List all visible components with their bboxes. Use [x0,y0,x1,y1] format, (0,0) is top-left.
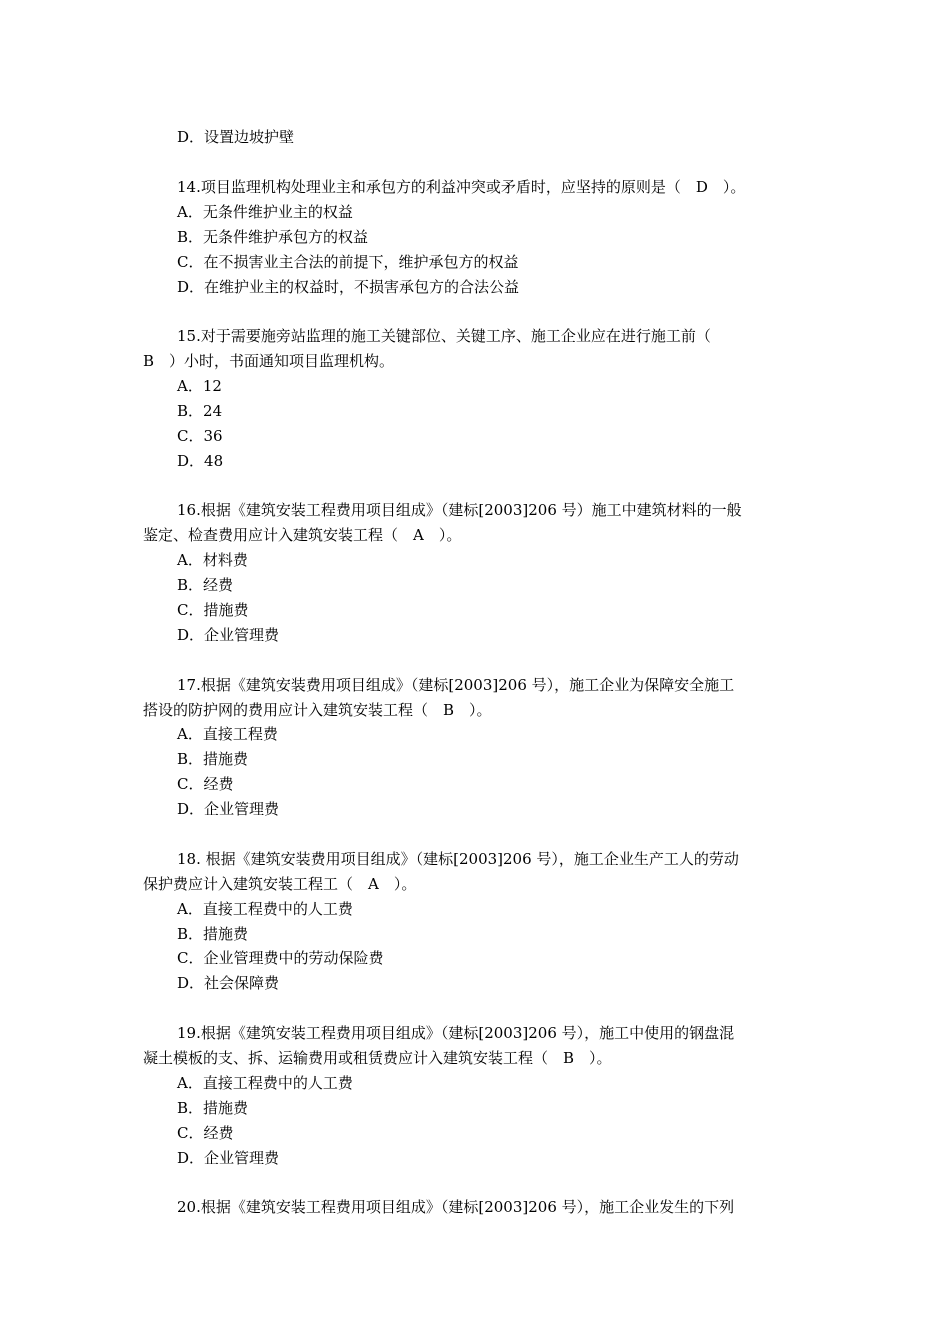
option-18-b: B．措施费 [177,925,249,943]
option-15-c: C．36 [177,427,223,445]
question-19-text: 19.根据《建筑安装工程费用项目组成》（建标[2003]206 号），施工中使用的钢盘混 [177,1024,735,1042]
option-19-a: A．直接工程费中的人工费 [177,1074,353,1092]
option-18-c: C．企业管理费中的劳动保险费 [177,949,384,967]
option-14-c: C．在不损害业主合法的前提下，维护承包方的权益 [177,253,519,271]
question-16-text-cont: 鉴定、检查费用应计入建筑安装工程（ A ）。 [143,526,462,544]
option-15-a: A．12 [177,377,222,395]
question-15-text: 15.对于需要施旁站监理的施工关键部位、关键工序、施工企业应在进行施工前（ [177,327,711,345]
question-16-text: 16.根据《建筑安装工程费用项目组成》（建标[2003]206 号）施工中建筑材料的一般 [177,501,742,519]
question-19-text-cont: 凝土模板的支、拆、运输费用或租赁费应计入建筑安装工程（ B ）。 [143,1049,612,1067]
option-16-a: A．材料费 [177,551,248,569]
option-17-c: C．经费 [177,775,234,793]
option-14-d: D．在维护业主的权益时，不损害承包方的合法公益 [177,278,520,296]
option-15-b: B．24 [177,402,223,420]
option-17-a: A．直接工程费 [177,725,278,743]
option-18-d: D．社会保障费 [177,974,280,992]
question-18-text-cont: 保护费应计入建筑安装工程工（ A ）。 [143,875,417,893]
option-17-d: D．企业管理费 [177,800,280,818]
option-15-d: D．48 [177,452,224,470]
option-19-b: B．措施费 [177,1099,249,1117]
question-15-text-cont: B ）小时，书面通知项目监理机构。 [143,352,395,370]
option-14-b: B．无条件维护承包方的权益 [177,228,369,246]
question-17-text: 17.根据《建筑安装费用项目组成》（建标[2003]206 号），施工企业为保障安全施工 [177,676,735,694]
option-19-d: D．企业管理费 [177,1149,280,1167]
option-13-d: D．设置边坡护壁 [177,128,295,146]
option-18-a: A．直接工程费中的人工费 [177,900,353,918]
option-19-c: C．经费 [177,1124,234,1142]
option-14-a: A．无条件维护业主的权益 [177,203,353,221]
question-20-text: 20.根据《建筑安装工程费用项目组成》（建标[2003]206 号），施工企业发生的下列 [177,1198,735,1216]
question-17-text-cont: 搭设的防护网的费用应计入建筑安装工程（ B ）。 [143,701,492,719]
option-16-d: D．企业管理费 [177,626,280,644]
question-14-text: 14.项目监理机构处理业主和承包方的利益冲突或矛盾时，应坚持的原则是（ D ）。 [177,178,746,196]
question-18-text: 18. 根据《建筑安装费用项目组成》（建标[2003]206 号），施工企业生产工人的劳动 [177,850,739,868]
option-16-c: C．措施费 [177,601,249,619]
option-17-b: B．措施费 [177,750,249,768]
option-16-b: B．经费 [177,576,234,594]
